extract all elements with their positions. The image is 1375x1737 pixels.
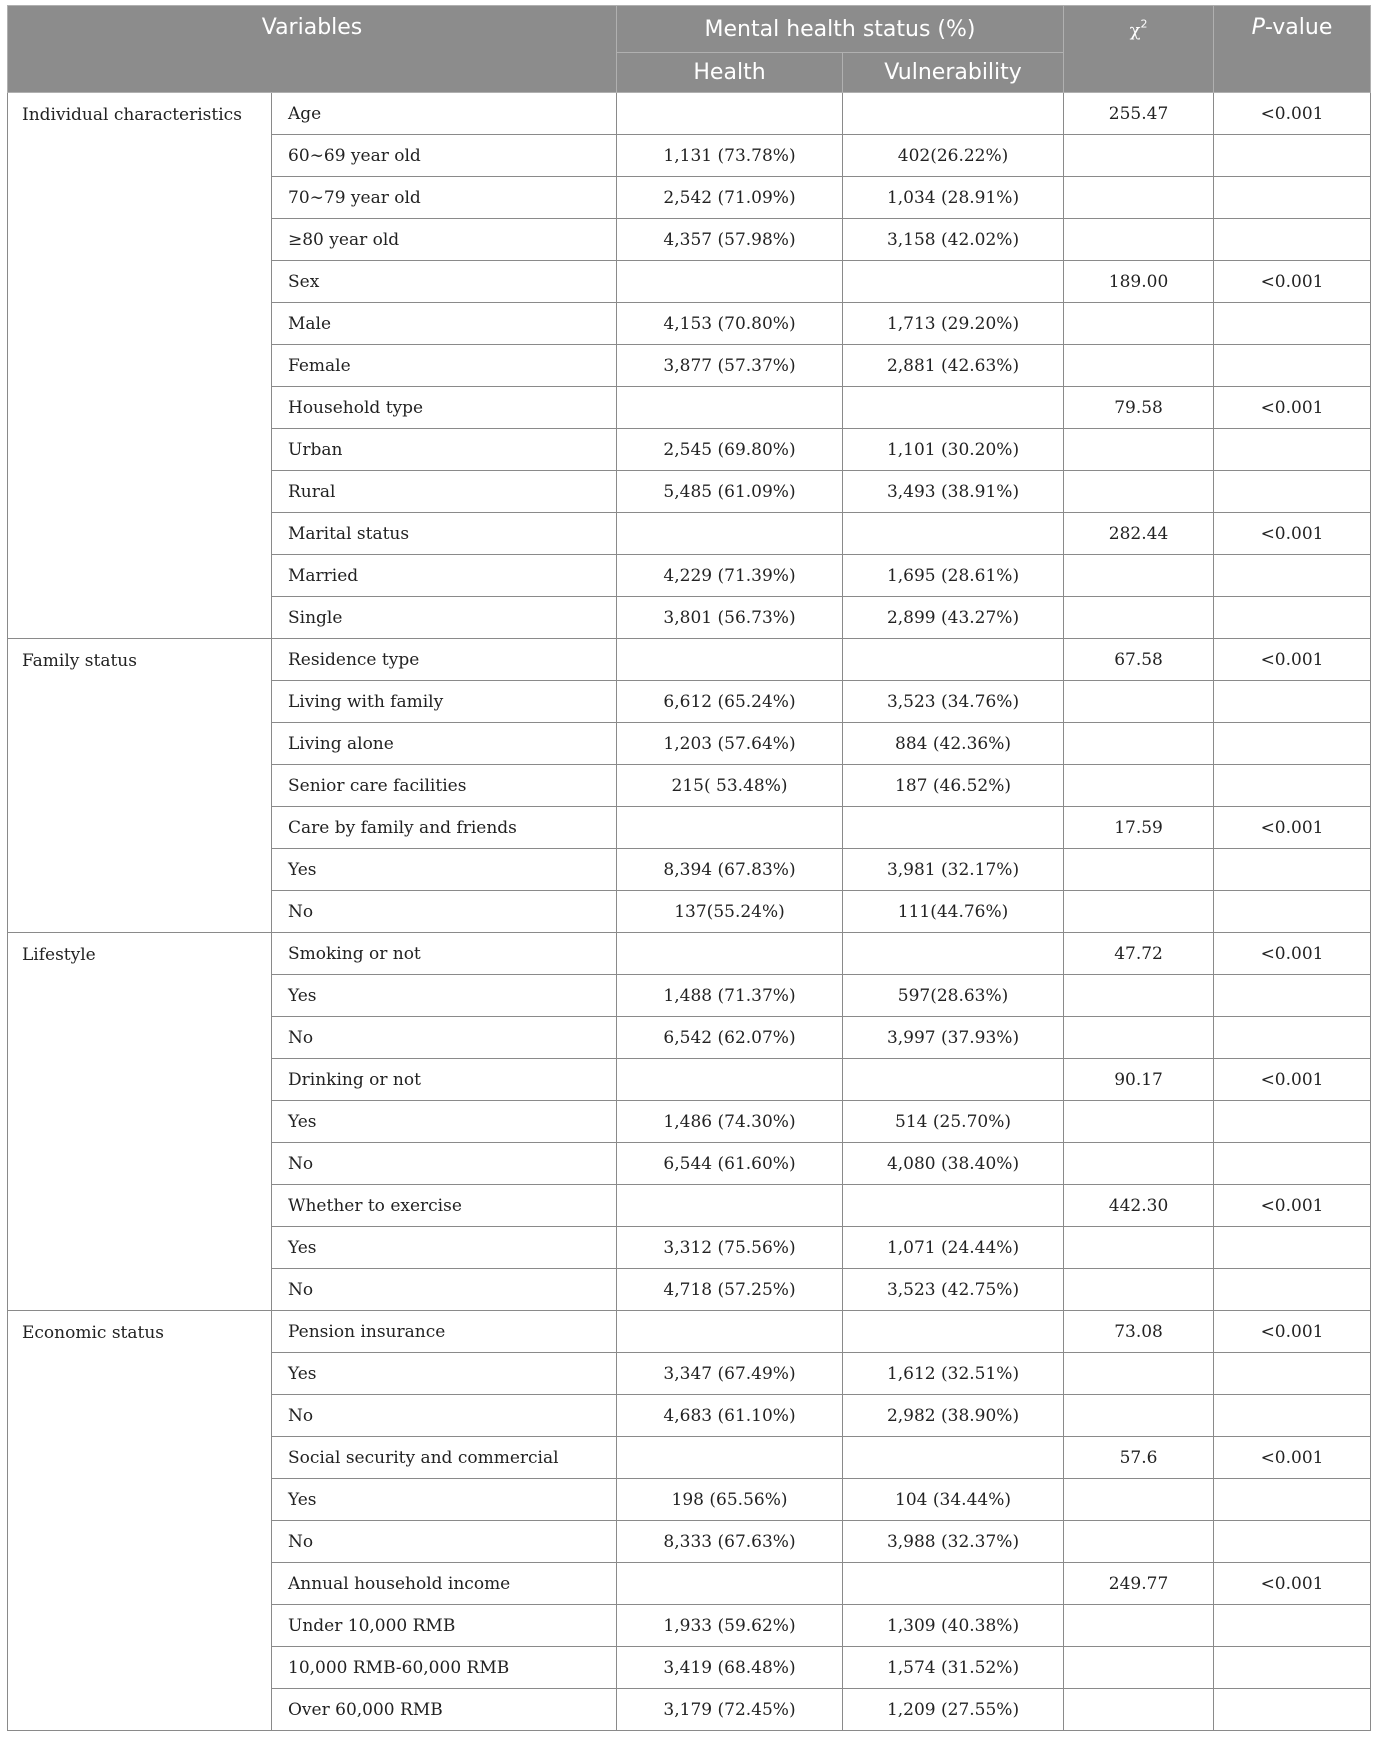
chi-square-cell: 17.59 — [1064, 807, 1214, 849]
chi-square-cell — [1064, 597, 1214, 639]
p-value-cell — [1214, 219, 1371, 261]
chi-square-cell — [1064, 1017, 1214, 1059]
health-cell: 3,801 (56.73%) — [617, 597, 843, 639]
variable-label: Married — [272, 555, 617, 597]
mental-health-table — [7, 5, 1371, 1731]
chi-square-cell — [1064, 975, 1214, 1017]
vulnerability-cell — [843, 1563, 1064, 1605]
health-cell — [617, 1311, 843, 1353]
health-cell: 1,486 (74.30%) — [617, 1101, 843, 1143]
variable-label: 10,000 RMB-60,000 RMB — [272, 1647, 617, 1689]
group-label: Individual characteristics — [8, 93, 272, 639]
p-value-cell — [1214, 765, 1371, 807]
chi-square-cell — [1064, 219, 1214, 261]
p-value-cell: <0.001 — [1214, 93, 1371, 135]
health-cell: 198 (65.56%) — [617, 1479, 843, 1521]
chi-square-cell — [1064, 891, 1214, 933]
chi-square-cell — [1064, 849, 1214, 891]
variable-label: Male — [272, 303, 617, 345]
p-value-cell: <0.001 — [1214, 807, 1371, 849]
chi-square-cell: 189.00 — [1064, 261, 1214, 303]
header-variables: Variables — [8, 6, 617, 93]
vulnerability-cell: 1,612 (32.51%) — [843, 1353, 1064, 1395]
chi-square-cell — [1064, 1227, 1214, 1269]
health-cell — [617, 807, 843, 849]
health-cell: 6,542 (62.07%) — [617, 1017, 843, 1059]
header-health: Health — [617, 53, 843, 93]
p-value-cell — [1214, 303, 1371, 345]
p-value-cell: <0.001 — [1214, 1059, 1371, 1101]
vulnerability-cell: 2,982 (38.90%) — [843, 1395, 1064, 1437]
vulnerability-cell: 1,071 (24.44%) — [843, 1227, 1064, 1269]
variable-label: Under 10,000 RMB — [272, 1605, 617, 1647]
vulnerability-cell: 3,158 (42.02%) — [843, 219, 1064, 261]
chi-square-cell: 67.58 — [1064, 639, 1214, 681]
health-cell — [617, 1563, 843, 1605]
p-value-cell — [1214, 1101, 1371, 1143]
vulnerability-cell: 884 (42.36%) — [843, 723, 1064, 765]
chi-square-cell — [1064, 1479, 1214, 1521]
p-value-cell: <0.001 — [1214, 387, 1371, 429]
vulnerability-cell — [843, 1437, 1064, 1479]
health-cell: 6,544 (61.60%) — [617, 1143, 843, 1185]
p-value-cell — [1214, 1521, 1371, 1563]
health-cell — [617, 1185, 843, 1227]
p-value-cell — [1214, 891, 1371, 933]
vulnerability-cell: 402(26.22%) — [843, 135, 1064, 177]
chi-square-cell: 282.44 — [1064, 513, 1214, 555]
p-value-cell — [1214, 681, 1371, 723]
health-cell: 215( 53.48%) — [617, 765, 843, 807]
p-value-cell — [1214, 1017, 1371, 1059]
vulnerability-cell — [843, 1185, 1064, 1227]
chi-square-cell — [1064, 681, 1214, 723]
p-value-cell — [1214, 1605, 1371, 1647]
p-value-cell — [1214, 1143, 1371, 1185]
vulnerability-cell: 3,493 (38.91%) — [843, 471, 1064, 513]
health-cell — [617, 639, 843, 681]
vulnerability-cell: 1,034 (28.91%) — [843, 177, 1064, 219]
p-value-cell — [1214, 849, 1371, 891]
vulnerability-cell: 4,080 (38.40%) — [843, 1143, 1064, 1185]
variable-label: Marital status — [272, 513, 617, 555]
chi-square-cell — [1064, 1353, 1214, 1395]
p-value-cell: <0.001 — [1214, 513, 1371, 555]
group-label: Lifestyle — [8, 933, 272, 1311]
vulnerability-cell: 3,988 (32.37%) — [843, 1521, 1064, 1563]
p-value-cell: <0.001 — [1214, 933, 1371, 975]
health-cell: 3,179 (72.45%) — [617, 1689, 843, 1731]
vulnerability-cell: 3,981 (32.17%) — [843, 849, 1064, 891]
variable-label: Single — [272, 597, 617, 639]
p-value-cell — [1214, 1353, 1371, 1395]
variable-label: Household type — [272, 387, 617, 429]
vulnerability-cell: 2,881 (42.63%) — [843, 345, 1064, 387]
variable-label: Yes — [272, 1353, 617, 1395]
p-value-cell: <0.001 — [1214, 1185, 1371, 1227]
variable-label: Sex — [272, 261, 617, 303]
variable-label: Female — [272, 345, 617, 387]
p-value-cell: <0.001 — [1214, 1563, 1371, 1605]
vulnerability-cell: 1,101 (30.20%) — [843, 429, 1064, 471]
health-cell: 4,357 (57.98%) — [617, 219, 843, 261]
health-cell — [617, 93, 843, 135]
p-value-cell: <0.001 — [1214, 1437, 1371, 1479]
p-value-cell — [1214, 1395, 1371, 1437]
health-cell: 1,933 (59.62%) — [617, 1605, 843, 1647]
health-cell: 2,545 (69.80%) — [617, 429, 843, 471]
vulnerability-cell — [843, 387, 1064, 429]
chi-square-cell: 249.77 — [1064, 1563, 1214, 1605]
variable-label: Living alone — [272, 723, 617, 765]
chi-square-cell — [1064, 1605, 1214, 1647]
p-value-cell — [1214, 345, 1371, 387]
p-value-cell — [1214, 1227, 1371, 1269]
vulnerability-cell: 1,574 (31.52%) — [843, 1647, 1064, 1689]
variable-label: Annual household income — [272, 1563, 617, 1605]
health-cell — [617, 513, 843, 555]
group-label: Economic status — [8, 1311, 272, 1731]
vulnerability-cell: 1,713 (29.20%) — [843, 303, 1064, 345]
health-cell — [617, 1437, 843, 1479]
chi-square-cell — [1064, 345, 1214, 387]
variable-label: Yes — [272, 1227, 617, 1269]
variable-label: Pension insurance — [272, 1311, 617, 1353]
chi-square-cell — [1064, 429, 1214, 471]
variable-label: Smoking or not — [272, 933, 617, 975]
chi-square-cell: 442.30 — [1064, 1185, 1214, 1227]
health-cell: 1,131 (73.78%) — [617, 135, 843, 177]
health-cell: 4,229 (71.39%) — [617, 555, 843, 597]
chi-square-cell — [1064, 1395, 1214, 1437]
variable-label: Yes — [272, 975, 617, 1017]
health-cell: 3,347 (67.49%) — [617, 1353, 843, 1395]
health-cell — [617, 1059, 843, 1101]
chi-square-cell — [1064, 471, 1214, 513]
vulnerability-cell: 104 (34.44%) — [843, 1479, 1064, 1521]
vulnerability-cell: 3,997 (37.93%) — [843, 1017, 1064, 1059]
p-value-cell — [1214, 723, 1371, 765]
p-value-cell — [1214, 1647, 1371, 1689]
chi-square-cell: 73.08 — [1064, 1311, 1214, 1353]
table-row — [8, 639, 1371, 681]
vulnerability-cell: 1,209 (27.55%) — [843, 1689, 1064, 1731]
health-cell: 8,394 (67.83%) — [617, 849, 843, 891]
health-cell: 8,333 (67.63%) — [617, 1521, 843, 1563]
chi-square-cell — [1064, 765, 1214, 807]
vulnerability-cell — [843, 1059, 1064, 1101]
chi-square-cell — [1064, 303, 1214, 345]
variable-label: Urban — [272, 429, 617, 471]
chi-square-cell — [1064, 723, 1214, 765]
variable-label: No — [272, 1017, 617, 1059]
vulnerability-cell: 187 (46.52%) — [843, 765, 1064, 807]
header-chi-square: $\chi^2$ — [1064, 6, 1214, 93]
chi-square-cell: 255.47 — [1064, 93, 1214, 135]
chi-square-cell: 90.17 — [1064, 1059, 1214, 1101]
group-label: Family status — [8, 639, 272, 933]
chi-square-cell — [1064, 1689, 1214, 1731]
health-cell — [617, 387, 843, 429]
vulnerability-cell: 597(28.63%) — [843, 975, 1064, 1017]
vulnerability-cell — [843, 933, 1064, 975]
vulnerability-cell: 111(44.76%) — [843, 891, 1064, 933]
health-cell: 3,312 (75.56%) — [617, 1227, 843, 1269]
vulnerability-cell — [843, 261, 1064, 303]
variable-label: Yes — [272, 1479, 617, 1521]
chi-square-cell — [1064, 1143, 1214, 1185]
health-cell: 3,877 (57.37%) — [617, 345, 843, 387]
health-cell: 5,485 (61.09%) — [617, 471, 843, 513]
variable-label: No — [272, 1521, 617, 1563]
health-cell: 2,542 (71.09%) — [617, 177, 843, 219]
vulnerability-cell — [843, 1311, 1064, 1353]
p-value-cell — [1214, 471, 1371, 513]
vulnerability-cell: 3,523 (42.75%) — [843, 1269, 1064, 1311]
header-vulnerability: Vulnerability — [843, 53, 1064, 93]
p-value-cell — [1214, 597, 1371, 639]
health-cell — [617, 261, 843, 303]
variable-label: Residence type — [272, 639, 617, 681]
chi-square-cell — [1064, 1101, 1214, 1143]
chi-square-cell — [1064, 1647, 1214, 1689]
chi-square-cell — [1064, 177, 1214, 219]
p-value-cell — [1214, 135, 1371, 177]
variable-label: No — [272, 1269, 617, 1311]
variable-label: Yes — [272, 1101, 617, 1143]
health-cell — [617, 933, 843, 975]
vulnerability-cell: 1,695 (28.61%) — [843, 555, 1064, 597]
chi-square-cell — [1064, 1521, 1214, 1563]
vulnerability-cell — [843, 513, 1064, 555]
health-cell: 1,488 (71.37%) — [617, 975, 843, 1017]
variable-label: No — [272, 1395, 617, 1437]
variable-label: Social security and commercial — [272, 1437, 617, 1479]
variable-label: Over 60,000 RMB — [272, 1689, 617, 1731]
health-cell: 4,683 (61.10%) — [617, 1395, 843, 1437]
health-cell: 6,612 (65.24%) — [617, 681, 843, 723]
vulnerability-cell: 3,523 (34.76%) — [843, 681, 1064, 723]
header-p-value: P-value — [1214, 6, 1371, 93]
header-mental-health-status: Mental health status (%) — [617, 6, 1064, 53]
variable-label: Yes — [272, 849, 617, 891]
health-cell: 4,153 (70.80%) — [617, 303, 843, 345]
variable-label: Senior care facilities — [272, 765, 617, 807]
vulnerability-cell: 514 (25.70%) — [843, 1101, 1064, 1143]
chi-square-cell — [1064, 135, 1214, 177]
chi-square-cell — [1064, 1269, 1214, 1311]
p-value-cell: <0.001 — [1214, 1311, 1371, 1353]
vulnerability-cell: 2,899 (43.27%) — [843, 597, 1064, 639]
vulnerability-cell — [843, 807, 1064, 849]
chi-square-cell — [1064, 555, 1214, 597]
health-cell: 3,419 (68.48%) — [617, 1647, 843, 1689]
health-cell: 4,718 (57.25%) — [617, 1269, 843, 1311]
table-header — [8, 6, 1371, 93]
variable-label: Age — [272, 93, 617, 135]
table-container — [7, 5, 1370, 1731]
table-row — [8, 1311, 1371, 1353]
variable-label: Care by family and friends — [272, 807, 617, 849]
variable-label: Rural — [272, 471, 617, 513]
chi-square-cell: 79.58 — [1064, 387, 1214, 429]
vulnerability-cell — [843, 93, 1064, 135]
p-value-cell — [1214, 177, 1371, 219]
p-value-cell — [1214, 555, 1371, 597]
vulnerability-cell: 1,309 (40.38%) — [843, 1605, 1064, 1647]
table-row — [8, 93, 1371, 135]
vulnerability-cell — [843, 639, 1064, 681]
table-row — [8, 933, 1371, 975]
chi-square-cell: 57.6 — [1064, 1437, 1214, 1479]
variable-label: ≥80 year old — [272, 219, 617, 261]
p-value-cell — [1214, 1689, 1371, 1731]
variable-label: Whether to exercise — [272, 1185, 617, 1227]
chi-square-cell: 47.72 — [1064, 933, 1214, 975]
health-cell: 137(55.24%) — [617, 891, 843, 933]
variable-label: 60∼69 year old — [272, 135, 617, 177]
variable-label: Living with family — [272, 681, 617, 723]
p-value-cell — [1214, 429, 1371, 471]
health-cell: 1,203 (57.64%) — [617, 723, 843, 765]
p-value-cell — [1214, 1269, 1371, 1311]
variable-label: No — [272, 891, 617, 933]
p-value-cell — [1214, 1479, 1371, 1521]
p-value-cell: <0.001 — [1214, 261, 1371, 303]
table-body — [8, 93, 1371, 1731]
p-value-cell — [1214, 975, 1371, 1017]
variable-label: No — [272, 1143, 617, 1185]
variable-label: Drinking or not — [272, 1059, 617, 1101]
variable-label: 70∼79 year old — [272, 177, 617, 219]
p-value-cell: <0.001 — [1214, 639, 1371, 681]
